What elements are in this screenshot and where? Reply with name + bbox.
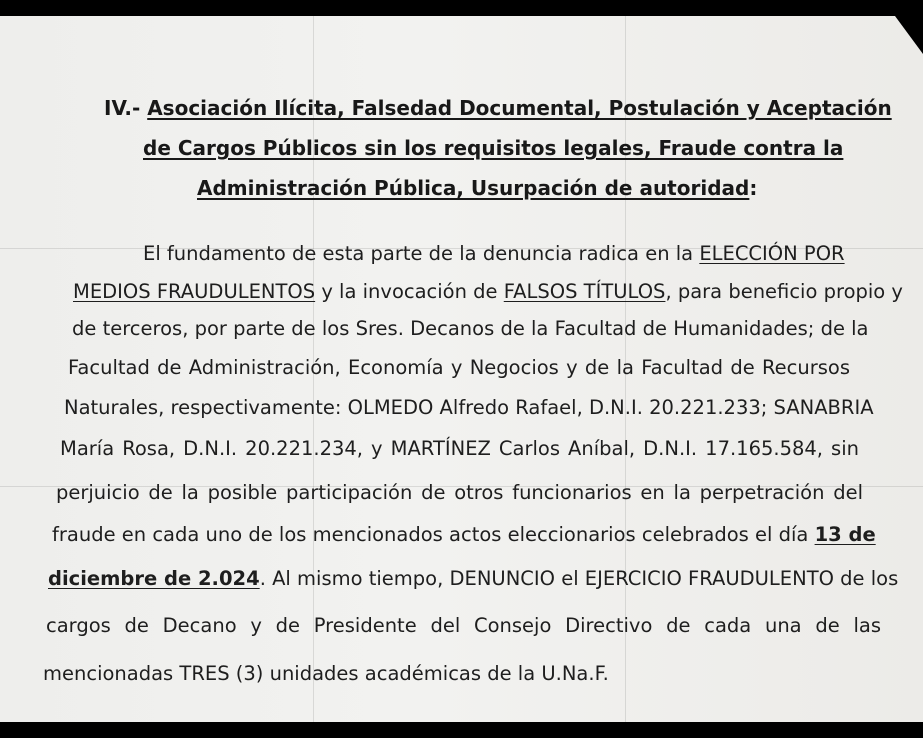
heading-line-2	[143, 136, 843, 160]
body-line-4: Facultad de Administración, Economía y Negocios y de la Facultad de Recursos	[68, 356, 850, 379]
body-line-9	[48, 567, 898, 590]
heading-colon: :	[749, 176, 758, 200]
body-text: . Al mismo tiempo, DENUNCIO el EJERCICIO FRAUDULENTO de los	[259, 567, 899, 590]
page-corner-shadow	[895, 16, 923, 54]
body-line-11: mencionadas TRES (3) unidades académicas de la U.Na.F.	[43, 662, 609, 685]
heading-title-part-1: Asociación Ilícita, Falsedad Documental, Postulación y Aceptación	[147, 96, 892, 120]
heading-prefix: IV.-	[104, 96, 148, 120]
body-line-1	[143, 242, 845, 265]
body-date-emphasis: 13 de	[814, 523, 876, 546]
body-text: y la invocación de	[315, 280, 504, 303]
body-line-2	[73, 280, 903, 303]
document-page	[0, 16, 923, 722]
heading-line-3	[197, 176, 757, 200]
body-line-3: de terceros, por parte de los Sres. Decanos de la Facultad de Humanidades; de la	[72, 317, 869, 340]
heading-title-part-2: de Cargos Públicos sin los requisitos legales, Fraude contra la	[143, 136, 844, 160]
body-line-6: María Rosa, D.N.I. 20.221.234, y MARTÍNEZ Carlos Aníbal, D.N.I. 17.165.584, sin	[60, 437, 859, 460]
body-date-emphasis: diciembre de 2.024	[48, 567, 260, 590]
body-line-10: cargos de Decano y de Presidente del Consejo Directivo de cada una de las	[46, 614, 881, 637]
body-text: El fundamento de esta parte de la denuncia radica en la	[143, 242, 700, 265]
body-emphasis: FALSOS TÍTULOS	[503, 280, 666, 303]
heading-title-part-3: Administración Pública, Usurpación de autoridad	[197, 176, 750, 200]
body-line-5: Naturales, respectivamente: OLMEDO Alfredo Rafael, D.N.I. 20.221.233; SANABRIA	[64, 396, 874, 419]
body-line-8	[52, 523, 876, 546]
body-emphasis: MEDIOS FRAUDULENTOS	[73, 280, 316, 303]
heading-line-1	[104, 96, 892, 120]
body-emphasis: ELECCIÓN POR	[699, 242, 845, 265]
body-text: , para beneficio propio y	[665, 280, 903, 303]
body-text: fraude en cada uno de los mencionados actos eleccionarios celebrados el día	[52, 523, 815, 546]
body-line-7: perjuicio de la posible participación de otros funcionarios en la perpetración del	[56, 481, 863, 504]
